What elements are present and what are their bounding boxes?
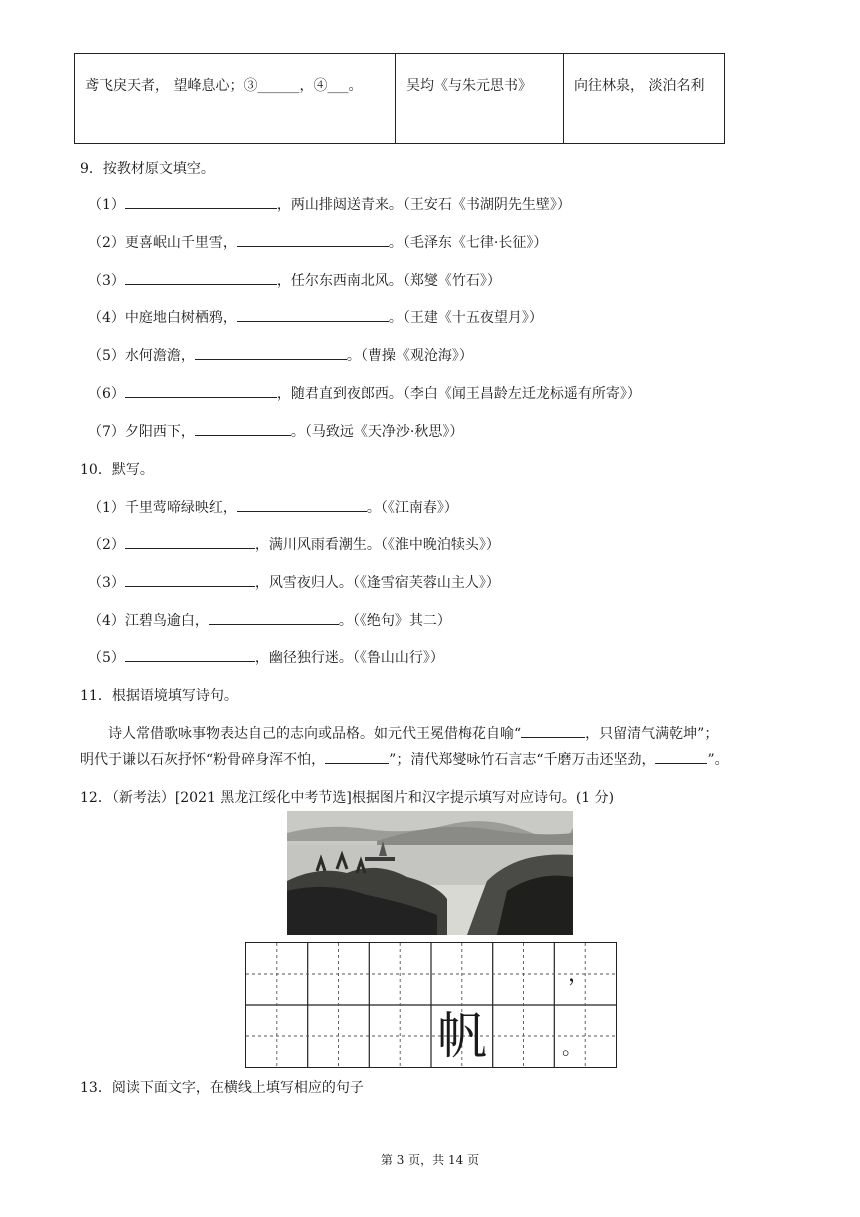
poem-table [74,53,725,144]
answer-blank[interactable] [655,750,707,764]
grid-hint-char: 帆 [437,1007,487,1065]
answer-blank[interactable] [125,271,277,285]
q11-line-2 [80,749,729,769]
q10-item-4-rest: 。（《绝句》其二） [338,613,451,629]
q10-item-4 [88,610,451,630]
q9-item-4 [88,307,543,327]
q9-item-4-pre: （4）中庭地白树栖鸦， [88,310,237,326]
answer-blank[interactable] [237,233,389,247]
q11-line-2-text-end: ”。 [707,752,729,768]
q9-item-2-pre: （2）更喜岷山千里雪， [88,235,237,251]
q11-line-1-text: 诗人常借歌咏事物表达自己的志向或品格。如元代王冕借梅花自喻“ [108,726,522,742]
q9-item-3-pre: （3） [88,273,125,289]
answer-blank[interactable] [237,308,389,322]
q9-item-7-rest: 。（马致远《天净沙·秋思》） [290,424,464,440]
answer-blank[interactable] [125,195,277,209]
answer-blank[interactable] [195,422,291,436]
answer-grid[interactable] [245,942,617,1068]
q10-item-3-rest: ，风雪夜归人。（《逢雪宿芙蓉山主人》） [254,575,500,591]
answer-blank[interactable] [125,648,255,662]
q9-item-3-rest: ，任尔东西南北风。（郑燮《竹石》） [276,273,501,289]
answer-blank[interactable] [521,724,585,738]
q9-item-4-rest: 。（王建《十五夜望月》） [388,310,543,326]
q9-item-1-rest: ，两山排闼送青来。（王安石《书湖阴先生壁》） [276,197,571,213]
table-cell-theme: 向往林泉， 淡泊名利 [564,54,725,144]
q11-title: 11．根据语境填写诗句。 [80,688,238,704]
q9-item-5 [88,345,473,365]
q10-item-5 [88,647,444,667]
q12-title: 12．（新考法）[2021 黑龙江绥化中考节选]根据图片和汉字提示填写对应诗句。(1 分) [80,790,615,806]
q11-line-1 [108,723,718,743]
q10-item-5-rest: ，幽径独行迷。（《鲁山山行》） [254,650,444,666]
q13-title: 13．阅读下面文字，在横线上填写相应的句子 [80,1080,364,1096]
q10-item-3-pre: （3） [88,575,125,591]
q9-item-5-rest: 。（曹操《观沧海》） [346,348,473,364]
answer-blank[interactable] [325,750,389,764]
answer-blank[interactable] [237,498,367,512]
table-cell-source: 吴均《与朱元思书》 [396,54,564,144]
answer-blank[interactable] [125,535,255,549]
grid-comma: ， [568,962,591,987]
sailboat-landscape-picture [287,811,573,935]
q9-item-6-pre: （6） [88,386,125,402]
q9-title: 9．按教材原文填空。 [80,161,215,177]
q10-title: 10．默写。 [80,462,154,478]
q10-item-2-pre: （2） [88,537,125,553]
landscape-image [287,811,573,935]
q9-item-7-pre: （7）夕阳西下， [88,424,195,440]
q10-item-4-pre: （4）江碧鸟逾白， [88,613,209,629]
q10-item-1-pre: （1）千里莺啼绿映红， [88,500,237,516]
q10-item-3 [88,572,500,592]
q9-item-2 [88,232,547,252]
q9-item-1-pre: （1） [88,197,125,213]
answer-blank[interactable] [125,384,277,398]
q9-item-6 [88,383,641,403]
q10-item-1-rest: 。（《江南春》） [366,500,458,516]
answer-blank[interactable] [125,573,255,587]
q11-line-1-text-end: ，只留清气满乾坤”； [585,726,719,742]
q9-item-5-pre: （5）水何澹澹， [88,348,195,364]
grid-period: 。 [562,1035,582,1059]
q11-line-2-text-mid: ”；清代郑燮咏竹石言志“千磨万击还坚劲， [389,752,656,768]
q10-item-1 [88,497,458,517]
q11-line-2-text: 明代于谦以石灰抒怀“粉骨碎身浑不怕， [80,752,326,768]
answer-blank[interactable] [195,346,347,360]
page-footer: 第 3 页，共 14 页 [380,1153,480,1167]
q10-item-2-rest: ，满川风雨看潮生。（《淮中晚泊犊头》） [254,537,500,553]
q9-item-3 [88,270,501,290]
q9-item-1 [88,194,571,214]
q9-item-2-rest: 。（毛泽东《七律·长征》） [388,235,548,251]
answer-blank[interactable] [209,611,339,625]
table-cell-lines: 鸢飞戾天者， 望峰息心；③______，④___。 [75,54,396,144]
q10-item-2 [88,534,500,554]
q9-item-7 [88,421,463,441]
q9-item-6-rest: ，随君直到夜郎西。（李白《闻王昌龄左迁龙标遥有所寄》） [276,386,641,402]
q10-item-5-pre: （5） [88,650,125,666]
